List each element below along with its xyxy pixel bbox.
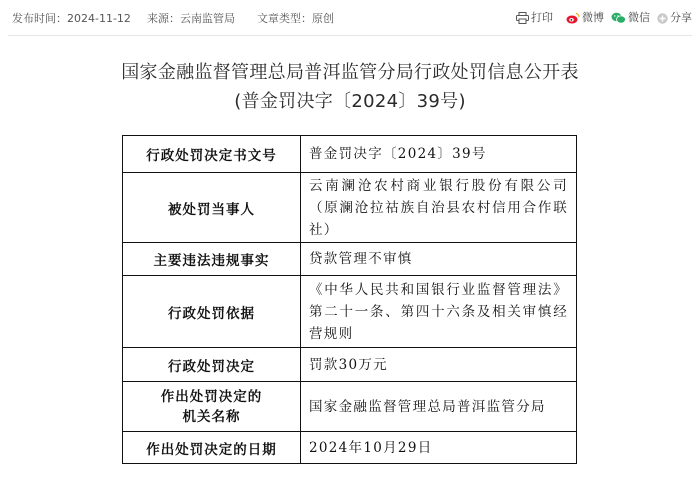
wechat-icon xyxy=(611,11,628,24)
row-value: 2024年10月29日 xyxy=(301,432,577,464)
table-row xyxy=(123,382,577,432)
article-meta-bar xyxy=(0,0,700,34)
row-label-line2: 机关名称 xyxy=(182,408,241,425)
row-label: 行政处罚决定书文号 xyxy=(123,136,301,173)
table-row xyxy=(123,243,577,276)
share-weibo-button[interactable] xyxy=(566,9,604,25)
doc-title: 国家金融监督管理总局普洱监管分局行政处罚信息公开表 xyxy=(121,62,579,83)
row-value: 罚款30万元 xyxy=(301,348,577,382)
row-label: 主要违法违规事实 xyxy=(123,243,301,276)
meta-divider xyxy=(8,35,692,36)
plus-icon xyxy=(657,11,670,24)
print-button[interactable] xyxy=(516,9,553,25)
table-row xyxy=(123,136,577,173)
more-share-label: 分享 xyxy=(670,11,692,24)
row-value: 国家金融监督管理总局普洱监管分局 xyxy=(301,382,577,432)
table-row xyxy=(123,432,577,464)
article-source: 来源：云南监管局 xyxy=(147,12,235,25)
row-label-line1: 作出处罚决定的 xyxy=(160,388,263,405)
table-row xyxy=(123,348,577,382)
article-type: 文章类型：原创 xyxy=(257,12,334,25)
weibo-icon xyxy=(566,11,582,24)
row-value: 贷款管理不审慎 xyxy=(301,243,577,276)
row-label: 行政处罚依据 xyxy=(123,276,301,348)
wechat-label: 微信 xyxy=(628,11,650,24)
row-label xyxy=(123,382,301,432)
publish-time: 发布时间：2024-11-12 xyxy=(12,12,131,25)
row-label: 行政处罚决定 xyxy=(123,348,301,382)
printer-icon xyxy=(516,11,531,24)
row-value: 云南澜沧农村商业银行股份有限公司（原澜沧拉祜族自治县农村信用合作联社） xyxy=(301,173,577,243)
row-label: 被处罚当事人 xyxy=(123,173,301,243)
weibo-label: 微博 xyxy=(582,11,604,24)
share-wechat-button[interactable] xyxy=(611,9,650,25)
share-more-button[interactable] xyxy=(657,9,692,25)
row-value: 普金罚决字〔2024〕39号 xyxy=(301,136,577,173)
table-row xyxy=(123,173,577,243)
doc-subtitle: (普金罚决字〔2024〕39号) xyxy=(234,91,466,112)
row-value: 《中华人民共和国银行业监督管理法》第二十一条、第四十六条及相关审慎经营规则 xyxy=(301,276,577,348)
print-label: 打印 xyxy=(531,11,553,24)
table-row xyxy=(123,276,577,348)
row-label: 作出处罚决定的日期 xyxy=(123,432,301,464)
penalty-info-table xyxy=(122,135,577,464)
